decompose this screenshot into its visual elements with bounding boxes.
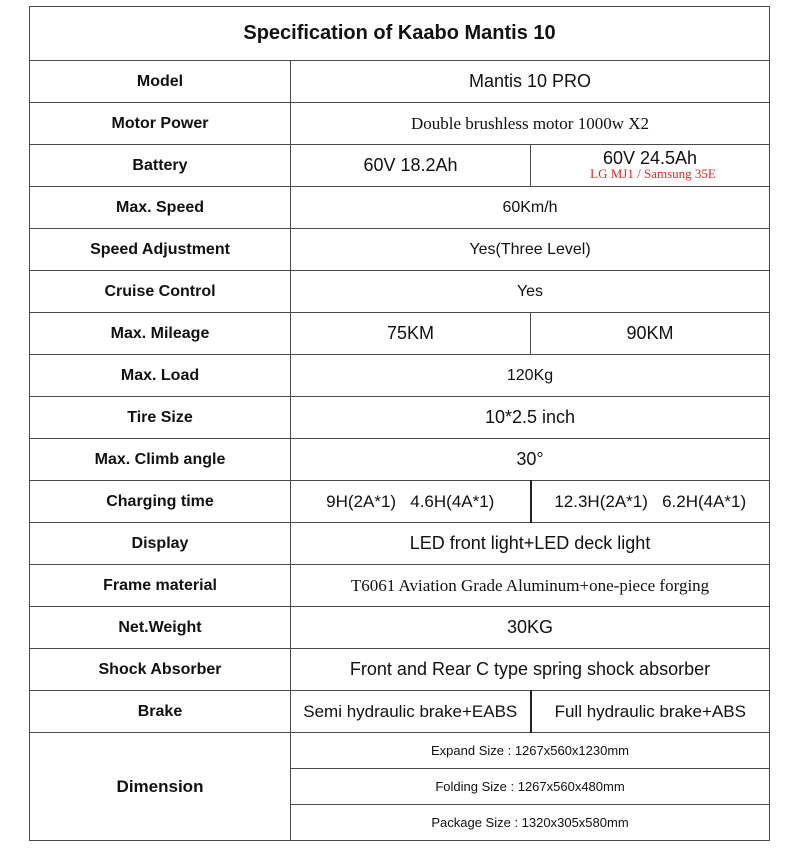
row-value-model: Mantis 10 PRO	[291, 61, 770, 103]
row-value-tire: 10*2.5 inch	[291, 397, 770, 439]
row-label-shock: Shock Absorber	[30, 649, 291, 691]
table-title: Specification of Kaabo Mantis 10	[30, 7, 770, 61]
row-value-folding-size: Folding Size : 1267x560x480mm	[291, 769, 770, 805]
row-value-speed-adjustment: Yes(Three Level)	[291, 229, 770, 271]
table-row	[30, 229, 770, 271]
row-label-load: Max. Load	[30, 355, 291, 397]
table-row	[30, 523, 770, 565]
row-label-tire: Tire Size	[30, 397, 291, 439]
row-value-speed: 60Km/h	[291, 187, 770, 229]
row-value-expand-size: Expand Size : 1267x560x1230mm	[291, 733, 770, 769]
row-label-frame: Frame material	[30, 565, 291, 607]
row-label-speed-adjustment: Speed Adjustment	[30, 229, 291, 271]
row-value-charging-a: 9H(2A*1) 4.6H(4A*1)	[291, 481, 531, 523]
row-value-weight: 30KG	[291, 607, 770, 649]
row-value-package-size: Package Size : 1320x305x580mm	[291, 805, 770, 841]
row-label-battery: Battery	[30, 145, 291, 187]
row-value-frame: T6061 Aviation Grade Aluminum+one-piece forging	[291, 565, 770, 607]
row-value-climb: 30°	[291, 439, 770, 481]
row-label-cruise: Cruise Control	[30, 271, 291, 313]
row-value-battery-a: 60V 18.2Ah	[291, 145, 531, 187]
table-row	[30, 733, 770, 769]
table-row	[30, 271, 770, 313]
table-row	[30, 103, 770, 145]
table-row	[30, 439, 770, 481]
row-label-model: Model	[30, 61, 291, 103]
row-value-charging-b: 12.3H(2A*1) 6.2H(4A*1)	[531, 481, 770, 523]
title-row	[30, 7, 770, 61]
spec-table	[29, 6, 770, 841]
row-value-cruise: Yes	[291, 271, 770, 313]
row-value-load: 120Kg	[291, 355, 770, 397]
battery-b-cell-note: LG MJ1 / Samsung 35E	[590, 166, 716, 181]
row-value-shock: Front and Rear C type spring shock absorber	[291, 649, 770, 691]
row-value-brake-b: Full hydraulic brake+ABS	[531, 691, 770, 733]
row-value-mileage-b: 90KM	[531, 313, 770, 355]
table-row	[30, 61, 770, 103]
table-row	[30, 355, 770, 397]
table-row	[30, 187, 770, 229]
row-value-mileage-a: 75KM	[291, 313, 531, 355]
row-label-speed: Max. Speed	[30, 187, 291, 229]
row-label-motor: Motor Power	[30, 103, 291, 145]
row-value-motor: Double brushless motor 1000w X2	[291, 103, 770, 145]
row-value-brake-a: Semi hydraulic brake+EABS	[291, 691, 531, 733]
row-label-display: Display	[30, 523, 291, 565]
table-row	[30, 691, 770, 733]
table-row	[30, 649, 770, 691]
row-label-dimension: Dimension	[30, 733, 291, 841]
row-value-display: LED front light+LED deck light	[291, 523, 770, 565]
table-row	[30, 481, 770, 523]
row-label-charging: Charging time	[30, 481, 291, 523]
table-row	[30, 565, 770, 607]
row-label-mileage: Max. Mileage	[30, 313, 291, 355]
table-row	[30, 607, 770, 649]
table-row	[30, 313, 770, 355]
table-row	[30, 397, 770, 439]
battery-b-capacity: 60V 24.5Ah	[602, 148, 698, 168]
row-value-battery-b	[531, 145, 770, 187]
row-label-weight: Net.Weight	[30, 607, 291, 649]
table-row	[30, 145, 770, 187]
row-label-brake: Brake	[30, 691, 291, 733]
row-label-climb: Max. Climb angle	[30, 439, 291, 481]
